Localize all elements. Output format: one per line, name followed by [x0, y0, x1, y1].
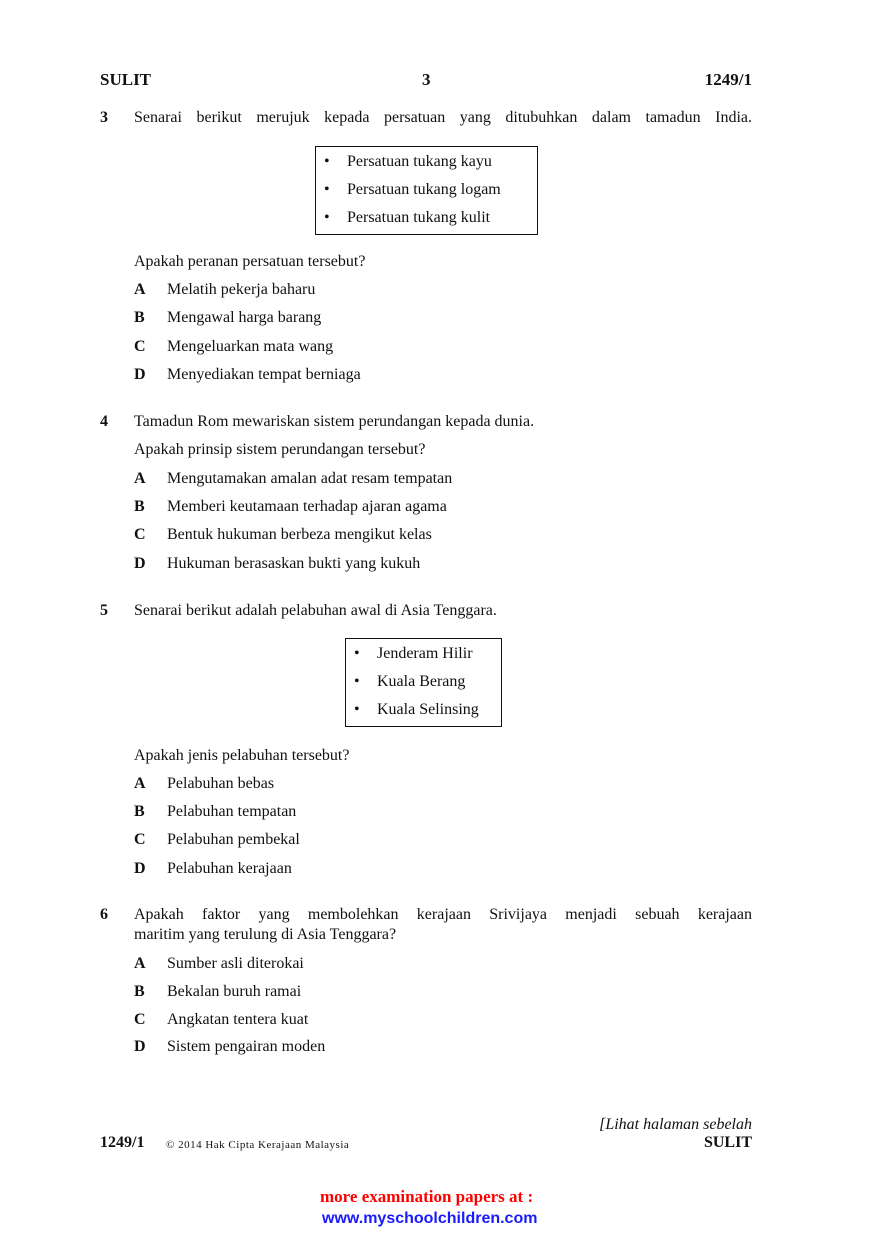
- list-item: • Persatuan tukang kulit: [316, 204, 537, 232]
- option-text: Melatih pekerja baharu: [167, 281, 316, 298]
- header-classification: SULIT: [100, 70, 152, 89]
- option-text: Pelabuhan pembekal: [167, 831, 300, 848]
- option-text: Pelabuhan kerajaan: [167, 860, 292, 877]
- option-letter: D: [134, 366, 146, 383]
- option-letter: A: [134, 775, 146, 792]
- option-text: Angkatan tentera kuat: [167, 1011, 309, 1028]
- question-number: 4: [100, 413, 108, 430]
- option-letter: D: [134, 1038, 146, 1055]
- question-prompt: Apakah peranan persatuan tersebut?: [134, 253, 366, 270]
- list-item: • Persatuan tukang logam: [316, 176, 537, 204]
- question-prompt: Apakah jenis pelabuhan tersebut?: [134, 747, 350, 764]
- paper-code: 1249/1: [704, 70, 752, 89]
- list-box: [315, 146, 538, 235]
- question-stem: Senarai berikut merujuk kepada persatuan yang ditubuhkan dalam tamadun India.: [134, 109, 752, 126]
- list-box: [345, 638, 502, 727]
- list-item: • Kuala Berang: [346, 668, 501, 696]
- option-letter: D: [134, 555, 146, 572]
- page-number: 3: [422, 70, 431, 89]
- option-text: Pelabuhan tempatan: [167, 803, 297, 820]
- copyright-notice: © 2014 Hak Cipta Kerajaan Malaysia: [166, 1139, 350, 1151]
- footer-paper-code: 1249/1: [100, 1134, 145, 1151]
- option-text: Menyediakan tempat berniaga: [167, 366, 361, 383]
- promo-text: more examination papers at :: [320, 1187, 534, 1206]
- question-number: 5: [100, 602, 108, 619]
- option-text: Bekalan buruh ramai: [167, 983, 302, 1000]
- option-text: Mengutamakan amalan adat resam tempatan: [167, 470, 453, 487]
- list-item: • Kuala Selinsing: [346, 696, 501, 724]
- option-letter: A: [134, 955, 146, 972]
- option-text: Mengeluarkan mata wang: [167, 338, 334, 355]
- question-stem-line-1: Apakah faktor yang membolehkan kerajaan Srivijaya menjadi sebuah kerajaan: [134, 906, 752, 923]
- option-text: Hukuman berasaskan bukti yang kukuh: [167, 555, 421, 572]
- list-item: • Persatuan tukang kayu: [316, 148, 537, 176]
- option-letter: C: [134, 1011, 146, 1028]
- question-stem-line-2: maritim yang terulung di Asia Tenggara?: [134, 926, 397, 943]
- option-letter: D: [134, 860, 146, 877]
- next-page-note: [Lihat halaman sebelah: [599, 1116, 752, 1133]
- option-letter: B: [134, 309, 145, 326]
- option-letter: C: [134, 831, 146, 848]
- promo-link[interactable]: www.myschoolchildren.com: [322, 1210, 538, 1227]
- option-letter: A: [134, 470, 146, 487]
- option-text: Pelabuhan bebas: [167, 775, 275, 792]
- question-prompt: Apakah prinsip sistem perundangan tersebut?: [134, 441, 426, 458]
- option-text: Mengawal harga barang: [167, 309, 322, 326]
- footer-classification: SULIT: [703, 1134, 752, 1151]
- option-letter: C: [134, 338, 146, 355]
- option-letter: C: [134, 526, 146, 543]
- option-text: Sumber asli diterokai: [167, 955, 304, 972]
- question-stem: Tamadun Rom mewariskan sistem perundangan kepada dunia.: [134, 413, 535, 430]
- option-text: Sistem pengairan moden: [167, 1038, 326, 1055]
- option-letter: B: [134, 983, 145, 1000]
- list-item: • Jenderam Hilir: [346, 640, 501, 668]
- option-text: Memberi keutamaan terhadap ajaran agama: [167, 498, 447, 515]
- question-number: 6: [100, 906, 108, 923]
- question-number: 3: [100, 109, 108, 126]
- option-text: Bentuk hukuman berbeza mengikut kelas: [167, 526, 432, 543]
- question-stem: Senarai berikut adalah pelabuhan awal di Asia Tenggara.: [134, 602, 497, 619]
- option-letter: B: [134, 498, 145, 515]
- option-letter: B: [134, 803, 145, 820]
- option-letter: A: [134, 281, 146, 298]
